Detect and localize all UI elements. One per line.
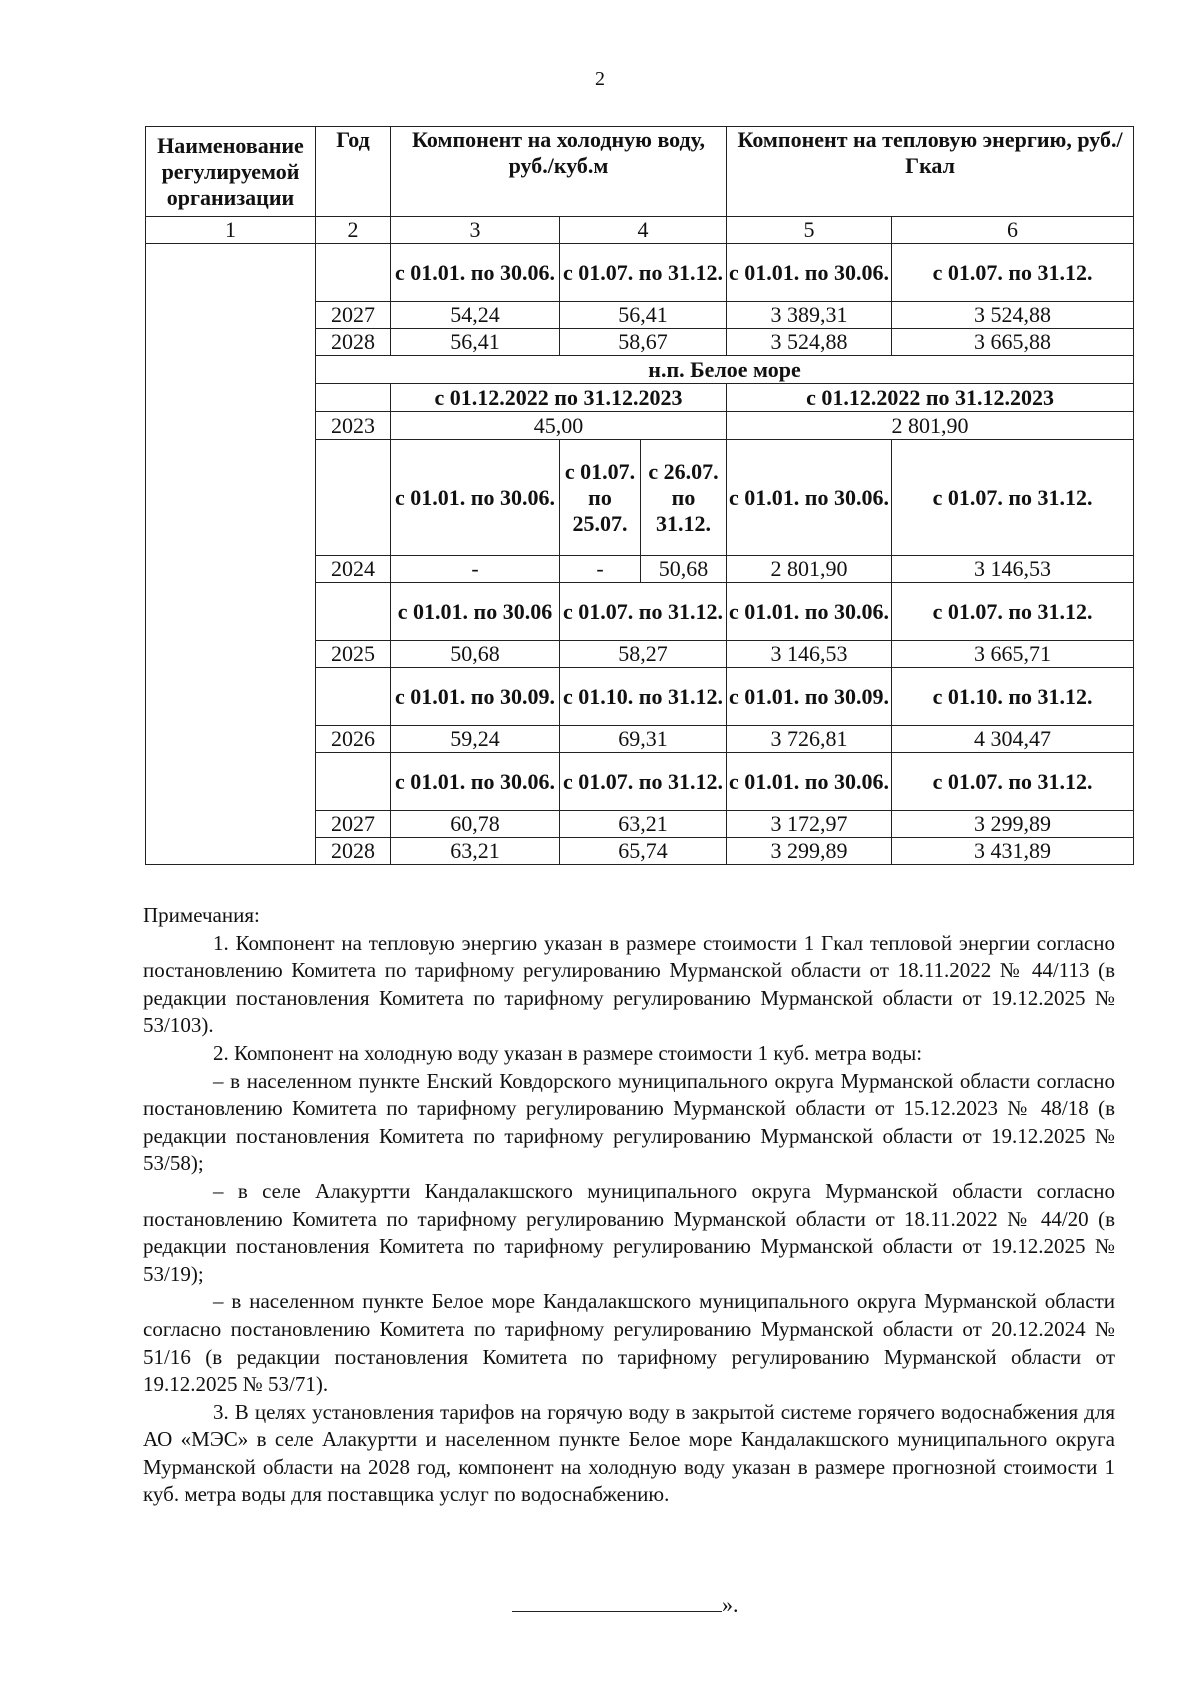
note-2: 2. Компонент на холодную воду указан в размере стоимости 1 куб. метра воды: — [213, 1040, 923, 1065]
year-cell — [316, 244, 391, 302]
year-cell: 2028 — [316, 329, 391, 356]
column-number: 3 — [391, 217, 560, 244]
value-cell: 58,27 — [560, 641, 727, 668]
year-cell — [316, 668, 391, 726]
page-number: 2 — [595, 68, 605, 90]
period-cell: с 01.12.2022 по 31.12.2023 — [391, 384, 727, 412]
value-cell: 3 299,89 — [892, 811, 1134, 838]
value-cell: 59,24 — [391, 726, 560, 753]
year-cell — [316, 753, 391, 811]
value-cell: 50,68 — [391, 641, 560, 668]
column-number: 5 — [727, 217, 892, 244]
period-cell: с 01.07. по 31.12. — [560, 753, 727, 811]
year-cell: 2026 — [316, 726, 391, 753]
value-cell: 56,41 — [560, 302, 727, 329]
period-cell: с 01.01. по 30.06. — [727, 583, 892, 641]
value-cell: 54,24 — [391, 302, 560, 329]
period-cell: с 01.07. по 25.07. — [560, 440, 641, 556]
year-cell: 2027 — [316, 302, 391, 329]
column-number: 6 — [892, 217, 1134, 244]
year-cell: 2024 — [316, 556, 391, 583]
period-cell: с 01.01. по 30.06. — [727, 244, 892, 302]
value-cell: 3 146,53 — [727, 641, 892, 668]
period-cell: с 01.07. по 31.12. — [892, 583, 1134, 641]
closing-quote: ». — [722, 1592, 739, 1617]
value-cell: 3 389,31 — [727, 302, 892, 329]
value-cell: 65,74 — [560, 838, 727, 865]
value-cell: 45,00 — [391, 412, 727, 440]
period-cell: с 01.01. по 30.06. — [391, 244, 560, 302]
org-name-cell — [146, 244, 316, 865]
value-cell: 63,21 — [560, 811, 727, 838]
value-cell: 60,78 — [391, 811, 560, 838]
notes-heading: Примечания: — [143, 903, 260, 927]
value-cell: 3 146,53 — [892, 556, 1134, 583]
value-cell: 4 304,47 — [892, 726, 1134, 753]
period-cell: с 01.01. по 30.06. — [391, 440, 560, 556]
value-cell: 56,41 — [391, 329, 560, 356]
header-org: Наименование регулируемой организации — [146, 127, 316, 217]
note-3: 3. В целях установления тарифов на горячую воду в закрытой системе горячего водоснабжения для АО «МЭС» в селе Алакуртти и населенном пункте Белое море Кандалакшского муниципального округа Мурманской области на 2028 год, компонент на холодную воду указан в размере прогнозной стоимости 1 куб. метра воды для поставщика услуг по водоснабжению. — [143, 1399, 1115, 1507]
value-cell: 63,21 — [391, 838, 560, 865]
year-cell — [316, 440, 391, 556]
tariff-table — [145, 126, 1134, 865]
value-cell: 3 524,88 — [892, 302, 1134, 329]
value-cell: - — [391, 556, 560, 583]
column-number: 2 — [316, 217, 391, 244]
note-2-item-enskiy: – в населенном пункте Енский Ковдорского муниципального округа Мурманской области согласно постановлению Комитета по тарифному регулированию Мурманской области от 15.12.2023 № 48/18 (в редакции постановления Комитета по тарифному регулированию Мурманской области от 19.12.2025 № 53/58); — [143, 1068, 1115, 1176]
header-cold-water: Компонент на холодную воду, руб./куб.м — [391, 127, 727, 217]
note-2-item-alakurtti: – в селе Алакуртти Кандалакшского муниципального округа Мурманской области согласно постановлению Комитета по тарифному регулированию Мурманской области от 18.11.2022 № 44/20 (в редакции постановления Комитета по тарифному регулированию Мурманской области от 19.12.2025 № 53/19); — [143, 1178, 1115, 1286]
note-2-item-beloe-more: – в населенном пункте Белое море Кандалакшского муниципального округа Мурманской области согласно постановлению Комитета по тарифному регулированию Мурманской области от 20.12.2024 № 51/16 (в редакции постановления Комитета по тарифному регулированию Мурманской области от 19.12.2025 № 53/71). — [143, 1289, 1115, 1397]
header-year: Год — [316, 127, 391, 217]
value-cell: 3 524,88 — [727, 329, 892, 356]
period-cell: с 01.10. по 31.12. — [560, 668, 727, 726]
period-cell: с 01.07. по 31.12. — [892, 440, 1134, 556]
period-cell: с 01.01. по 30.09. — [727, 668, 892, 726]
value-cell: - — [560, 556, 641, 583]
year-cell: 2023 — [316, 412, 391, 440]
column-number: 4 — [560, 217, 727, 244]
period-cell: с 01.01. по 30.09. — [391, 668, 560, 726]
signature-rule — [512, 1595, 722, 1612]
period-cell: с 01.07. по 31.12. — [892, 244, 1134, 302]
year-cell — [316, 384, 391, 412]
column-number: 1 — [146, 217, 316, 244]
year-cell: 2027 — [316, 811, 391, 838]
value-cell: 3 665,88 — [892, 329, 1134, 356]
value-cell: 2 801,90 — [727, 556, 892, 583]
year-cell: 2025 — [316, 641, 391, 668]
period-cell: с 01.12.2022 по 31.12.2023 — [727, 384, 1134, 412]
closing-line — [512, 1592, 739, 1618]
header-heat-energy: Компонент на тепловую энергию, руб./Гкал — [727, 127, 1134, 217]
location-title: н.п. Белое море — [316, 356, 1134, 384]
period-cell: с 01.01. по 30.06. — [391, 753, 560, 811]
year-cell: 2028 — [316, 838, 391, 865]
value-cell: 3 726,81 — [727, 726, 892, 753]
value-cell: 3 431,89 — [892, 838, 1134, 865]
value-cell: 58,67 — [560, 329, 727, 356]
value-cell: 69,31 — [560, 726, 727, 753]
notes-section — [143, 902, 1115, 1509]
year-cell — [316, 583, 391, 641]
period-cell: с 26.07. по 31.12. — [641, 440, 727, 556]
period-cell: с 01.07. по 31.12. — [892, 753, 1134, 811]
value-cell: 3 665,71 — [892, 641, 1134, 668]
value-cell: 3 172,97 — [727, 811, 892, 838]
value-cell: 2 801,90 — [727, 412, 1134, 440]
note-1: 1. Компонент на тепловую энергию указан в размере стоимости 1 Гкал тепловой энергии согласно постановлению Комитета по тарифному регулированию Мурманской области от 18.11.2022 № 44/113 (в редакции постановления Комитета по тарифному регулированию Мурманской области от 19.12.2025 № 53/103). — [143, 930, 1115, 1038]
period-cell: с 01.01. по 30.06. — [727, 440, 892, 556]
value-cell: 3 299,89 — [727, 838, 892, 865]
period-cell: с 01.01. по 30.06 — [391, 583, 560, 641]
period-cell: с 01.01. по 30.06. — [727, 753, 892, 811]
period-cell: с 01.10. по 31.12. — [892, 668, 1134, 726]
period-cell: с 01.07. по 31.12. — [560, 244, 727, 302]
period-cell: с 01.07. по 31.12. — [560, 583, 727, 641]
value-cell: 50,68 — [641, 556, 727, 583]
